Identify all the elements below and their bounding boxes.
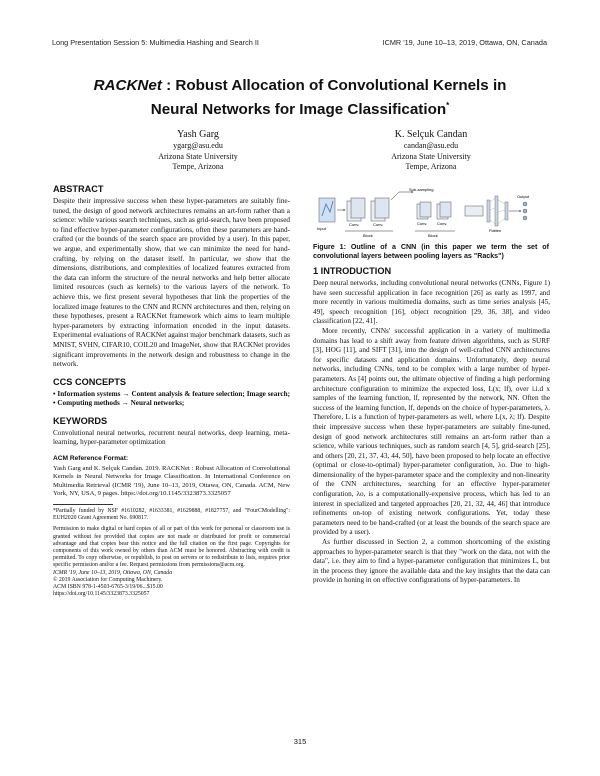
label-subsampling: Sub-sampling [409,187,434,192]
title-racknet: RACKNet [93,77,162,94]
right-column [313,265,550,586]
author-affiliation: Arizona State University [391,151,471,161]
rack-2 [417,202,451,219]
abstract-text: Despite their impressive success when these hyper-parameters are suitably fine-tuned, the design of good network architectures remains an art-form rather than a science: while various search techniques, such as grid-search, have been proposed to find effective hyper-parameter configurations, often these parameters are hand-crafted (or the bounds of the search space are provided by a user). In this paper, we argue, and experimentally show, that we can minimize the need for hand-crafting, by relying on the dataset itself. In particular, we show that the dimensions, distributions, and complexities of localized features extracted from the data can inform the structure of the neural networks and help better allocate limited resources (such as kernels) to the various layers of the network. To achieve this, we first present several hypotheses that link the properties of the localized image features to the CNN and RCNN architectures and then, relying on these hypotheses, present a RACKNet framework which aims to learn multiple hyper-parameters by extracting information encoded in the input datasets. Experimental evaluations of RACKNet against major benchmark datasets, such as MNIST, SVHN, CIFAR10, COIL20 and ImageNet, show that RACKNet provides significant improvements in the network design and robustness to change in the network. [53,197,290,369]
author-location: Tempe, Arizona [172,162,224,171]
copyright-holder: © 2019 Association for Computing Machinery. [53,576,163,583]
paper-title [0,76,600,120]
ccs-heading: CCS CONCEPTS [53,376,126,387]
intro-paragraph-3: As further discussed in Section 2, a common shortcoming of the existing approaches to hyper-parameter search is that they "work on the data, not with the data", i.e. they aim to find a hyper-parameter configuration that minimizes L, but in the process they ignore the available data and the key insights that the data can provide in honing in on effective configurations of hyper-parameters. In [313,538,550,585]
author-block-1 [98,128,298,173]
intro-paragraph-2: More recently, CNNs' successful application in a variety of multimedia domains has lead to a shift away from feature driven algorithms, such as SURF [3], HOG [11], and SIFT [31], into the design of well-crafted CNN architectures for specific datasets and application domains. Unfortunately, deep neural networks, including CNNs, tend to be complex with a large number of hyper-parameters. As [4] points out, the ultimate objective of finding a high performing architecture configuration to minimize the expected loss, L(x; lf), over i.i.d x samples of the learning function, lf, represented by the network, NN. Often the success of the learning function, lf, depends on the choice of hyper-parameters, λ. Therefore, L is a function of hyper-parameters as well, where L(x, λ; lf). Despite their impressive success when these hyper-parameters are suitably fine-tuned, design of good network architectures still remains an art-form rather than a science, while various techniques, such as random search [4, 5], grid-search [25], and others [20, 21, 37, 43, 44, 50], have been proposed to help locate an effective (optimal or close-to-optimal) hyper-parameter configuration, λo. Due to high-dimensionality of the hyper-parameter space and the complexity and non-linearity of the CNN architectures, searching for an effective hyper-parameter configuration, λo, is a computationally-expensive process, which has led to an interest in specialized and targeted approaches [20, 21, 32, 44, 46] that introduce refinements on-top of existing network configurations. Yet, today these parameters need to be hand-crafted (or at least the bounds of the search space are provided by a user). [313,326,550,537]
rack-1 [347,198,389,221]
author-block-2 [331,128,531,173]
author-affiliation: Arizona State University [158,151,238,161]
running-header-right: ICMR '19, June 10–13, 2019, Ottawa, ON, Canada [382,38,547,47]
title-line1: : Robust Allocation of Convolutional Kernels in [161,77,507,94]
copyright-isbn: ACM ISBN 978-1-4503-6765-3/19/06...$15.00 [53,584,163,591]
label-input: Input [317,226,326,231]
author-name: K. Selçuk Candan [394,129,468,140]
funding-footnote: *Partially funded by NSF #1610282, #1633381, #1629888, #1827757, and "FourCModelling": EUH2020 Grant Agreement No. 690817. [53,508,290,522]
left-column [53,183,290,598]
abstract-heading: ABSTRACT [53,184,104,194]
permission-notice: Permission to make digital or hard copies of all or part of this work for personal or classroom use is granted without fee provided that copies are not made or distributed for profit or commercial advantage and that copies bear this notice and the full citation on the first page. Copyrights for components of this work owned by others than ACM must be honored. Abstracting with credit is permitted. To copy otherwise, or republish, to post on servers or to redistribute to lists, requires prior specific permission and/or a fee. Request permissions from permissions@acm.org. [53,526,290,569]
author-location: Tempe, Arizona [405,162,457,171]
footnote-rule [53,504,113,505]
subsampling-arrow [391,192,413,200]
acm-reference-text: Yash Garg and K. Selçuk Candan. 2019. RACKNet : Robust Allocation of Convolutional Kernels in Neural Networks for Image Classification. In International Conference on Multimedia Retrieval (ICMR '19), June 10–13, 2019, Ottawa, ON, Canada. ACM, New York, NY, USA, 9 pages. https://doi.org/10.1145/3323873.3325057 [53,464,290,498]
author-name: Yash Garg [177,129,219,140]
cnn-figure [313,186,549,242]
ccs-text: • Information systems → Content analysis & feature selection; Image search; • Computing methods → Neural networks; [53,389,290,408]
label-conv-2: Conv. [373,222,384,227]
title-line2: Neural Networks for Image Classification [150,101,447,119]
label-flatten: Flatten [489,228,502,233]
page-number: 315 [293,737,307,746]
output-layer [523,202,527,220]
introduction-heading: 1 INTRODUCTION [313,266,392,276]
copyright-conference: ICMR '19, June 10–13, 2019, Ottawa, ON, Canada [53,569,173,576]
title-footnote-mark: * [446,101,450,110]
label-block-2: Block [428,233,438,238]
keywords-text: Convolutional neural networks, recurrent neural networks, deep learning, meta-learning, hyper-parameter optimization [53,428,290,447]
author-email: candan@asu.edu [403,141,459,150]
label-conv-3: Conv. [417,221,428,226]
acm-reference-heading: ACM Reference Format: [53,455,129,463]
copyright-doi[interactable]: https://doi.org/10.1145/3323873.3325057 [53,591,150,598]
author-email: ygarg@asu.edu [173,141,223,150]
label-output: Output [517,194,530,199]
label-conv-1: Conv. [349,222,360,227]
figure-caption: Figure 1: Outline of a CNN (in this paper we term the set of convolutional layers between pooling layers as "Racks") [313,243,549,261]
keywords-heading: KEYWORDS [53,415,108,426]
intro-paragraph-1: Deep neural networks, including convolutional neural networks (CNNs, Figure 1) have seen successful application in face recognition [26] as early as 1997, and more recently in various multimedia domains, such as time series analysis [45, 49], speech recognition [16], object recognition [29, 36, 38], and video classification [22, 41]. [313,279,550,326]
label-block-1: Block [363,233,373,238]
running-header-left: Long Presentation Session 5: Multimedia Hashing and Search II [52,38,259,47]
input-image [319,198,335,222]
label-conv-4: Conv. [437,221,448,226]
